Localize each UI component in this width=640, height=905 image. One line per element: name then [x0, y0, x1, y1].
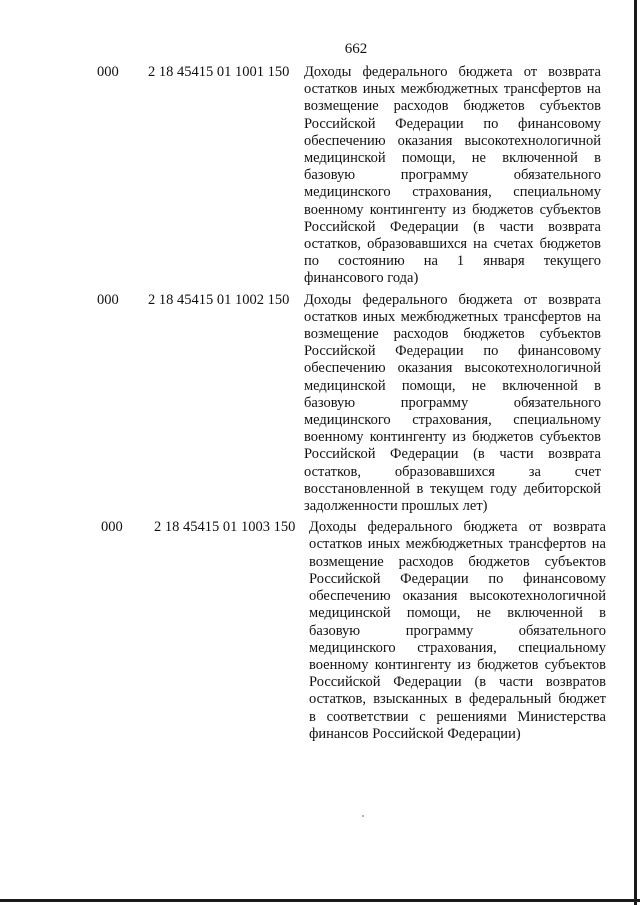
description-line: возмещение расходов бюджетов субъектов — [309, 553, 606, 570]
description-line: военному контингенту из бюджетов субъектов — [304, 201, 601, 218]
description-line: базовую программу обязательного — [304, 167, 601, 184]
budget-classification-code: 2 18 45415 01 1002 150 — [148, 291, 290, 308]
budget-entry — [0, 519, 640, 743]
budget-code-list — [0, 64, 640, 743]
entry-description — [304, 64, 601, 288]
description-line: обеспечению оказания высокотехнологичной — [309, 588, 606, 605]
scan-edge-right — [634, 0, 637, 905]
description-line: Доходы федерального бюджета от возврата — [309, 519, 606, 536]
description-line: финансов Российской Федерации) — [309, 725, 521, 742]
entry-description — [304, 292, 601, 516]
admin-code: 000 — [97, 291, 119, 308]
scan-speck — [362, 815, 364, 817]
description-line: военному контингенту из бюджетов субъектов — [309, 656, 606, 673]
description-line: медицинской помощи, не включенной в — [304, 150, 601, 167]
description-line: Российской Федерации по финансовому — [304, 343, 601, 360]
description-line: по состоянию на 1 января текущего — [304, 253, 601, 270]
description-line: медицинской помощи, не включенной в — [304, 377, 601, 394]
description-line: военному контингенту из бюджетов субъектов — [304, 429, 601, 446]
description-line: Российской Федерации (в части возвратов — [309, 674, 606, 691]
admin-code: 000 — [97, 64, 119, 80]
description-line: остатков иных межбюджетных трансфертов на — [304, 81, 601, 98]
description-line: остатков, образовавшихся на счетах бюджетов — [304, 236, 601, 253]
description-line: восстановленной в текущем году дебиторской — [304, 480, 601, 497]
description-line: базовую программу обязательного — [309, 622, 606, 639]
description-line: обеспечению оказания высокотехнологичной — [304, 132, 601, 149]
page-number: 662 — [344, 41, 368, 57]
description-line: Российской Федерации по финансовому — [309, 570, 606, 587]
description-line: Российской Федерации (в части возврата — [304, 218, 601, 235]
admin-code: 000 — [101, 519, 123, 536]
description-line: финансового года) — [304, 270, 419, 287]
description-line: базовую программу обязательного — [304, 394, 601, 411]
budget-entry — [0, 64, 640, 288]
description-line: Российской Федерации по финансовому — [304, 115, 601, 132]
description-line: задолженности прошлых лет) — [304, 498, 488, 515]
description-line: остатков иных межбюджетных трансфертов на — [304, 308, 601, 325]
description-line: остатков, образовавшихся за счет — [304, 463, 601, 480]
budget-classification-code: 2 18 45415 01 1003 150 — [154, 519, 296, 536]
description-line: возмещение расходов бюджетов субъектов — [304, 326, 601, 343]
scan-edge-bottom — [0, 899, 640, 902]
description-line: Доходы федерального бюджета от возврата — [304, 291, 601, 308]
entry-description — [309, 519, 606, 743]
description-line: остатков, взысканных в федеральный бюджет — [309, 691, 606, 708]
description-line: Доходы федерального бюджета от возврата — [304, 64, 601, 80]
description-line: медицинского страхования, специальному — [304, 412, 601, 429]
description-line: обеспечению оказания высокотехнологичной — [304, 360, 601, 377]
budget-classification-code: 2 18 45415 01 1001 150 — [148, 64, 290, 80]
description-line: остатков иных межбюджетных трансфертов на — [309, 536, 606, 553]
budget-entry — [0, 292, 640, 516]
description-line: Российской Федерации (в части возврата — [304, 446, 601, 463]
description-line: медицинской помощи, не включенной в — [309, 605, 606, 622]
description-line: медицинского страхования, специальному — [304, 184, 601, 201]
description-line: возмещение расходов бюджетов субъектов — [304, 98, 601, 115]
description-line: медицинского страхования, специальному — [309, 639, 606, 656]
description-line: в соответствии с решениями Министерства — [309, 708, 606, 725]
